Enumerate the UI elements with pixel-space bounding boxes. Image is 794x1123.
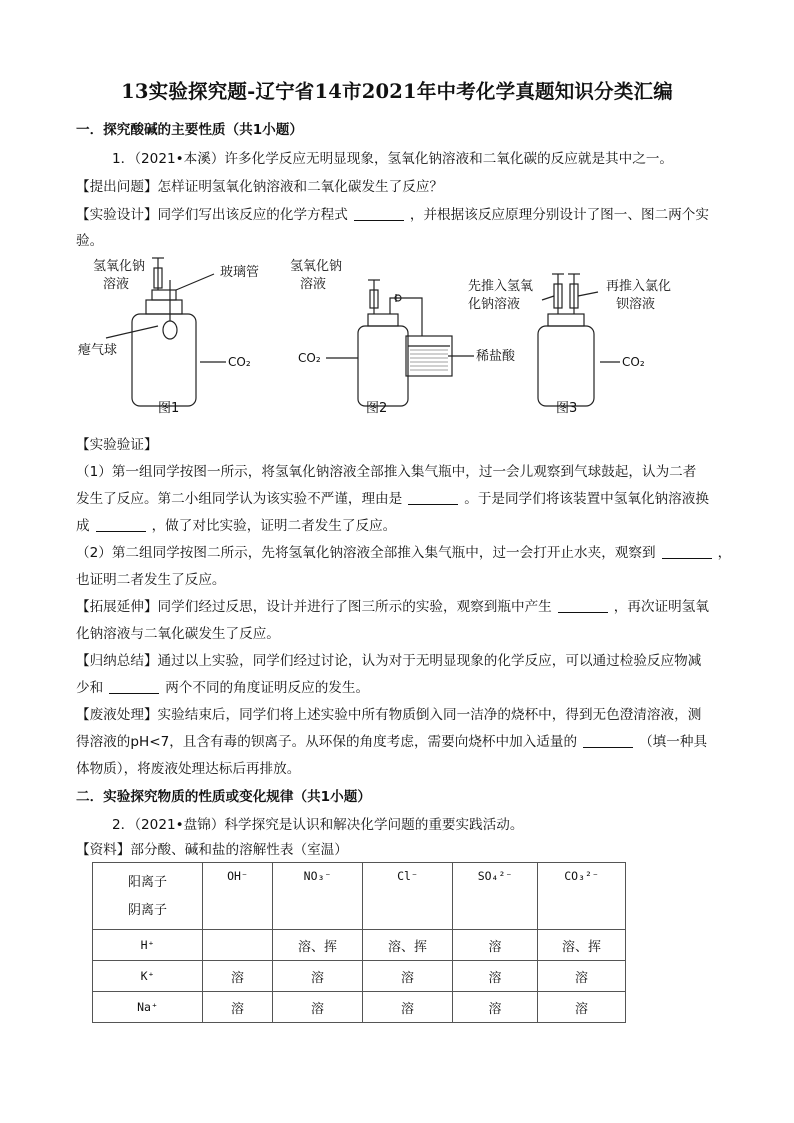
fig2-co2-label: CO₂ — [298, 351, 321, 365]
extension-line-a — [76, 595, 728, 615]
fig3-push-naoh-b: 化钠溶液 — [468, 297, 521, 312]
table-cell: 溶 — [203, 992, 273, 1023]
design-line-1 — [76, 203, 728, 223]
summary-line-a: 【归纳总结】通过以上实验，同学们经过讨论，认为对于无明显现象的化学反应，可以通过检验反应物减 — [76, 653, 702, 669]
fig3-co2-label: CO₂ — [622, 355, 645, 369]
table-cell: 溶 — [453, 961, 538, 992]
table-cell: 溶 — [538, 961, 626, 992]
answer-blank-product[interactable] — [109, 681, 159, 694]
design-line-2: 验。 — [76, 233, 104, 249]
table-cell: 溶、挥 — [273, 930, 363, 961]
verify-heading: 【实验验证】 — [76, 437, 158, 453]
summary-text-b1: 少和 — [76, 680, 104, 696]
waste-line-a: 【废液处理】实验结束后，同学们将上述实验中所有物质倒入同一洁净的烧杯中，得到无色澄清溶液，测 — [76, 707, 702, 723]
summary-line-b — [76, 676, 728, 696]
fig2-acid-label: 稀盐酸 — [476, 349, 516, 364]
table-row — [93, 961, 626, 992]
verify-2-text-a2: ， — [717, 545, 732, 561]
table-corner-cell — [93, 863, 203, 930]
waste-text-b1: 得溶液的pH<7，且含有毒的钡离子。从环保的角度考虑，需要向烧杯中加入适量的 — [76, 734, 578, 750]
design-text-b: ，并根据该反应原理分别设计了图一、图二两个实 — [409, 207, 709, 223]
solubility-table-title: 【资料】部分酸、碱和盐的溶解性表（室温） — [76, 842, 348, 858]
table-header-cell: NO₃⁻ — [273, 863, 363, 930]
fig2-beaker-liquid — [410, 350, 448, 370]
verify-1-line-a: （1）第一组同学按图一所示，将氢氧化钠溶液全部推入集气瓶中，过一会儿观察到气球鼓起，认为二者 — [76, 464, 697, 480]
fig3-caption: 图3 — [556, 401, 578, 416]
verify-1-text-b2: 。于是同学们将该装置中氢氧化钠溶液换 — [464, 491, 709, 507]
answer-blank-observation[interactable] — [662, 546, 712, 559]
verify-1-text-c2: ，做了对比实验，证明二者发生了反应。 — [151, 518, 397, 534]
extension-text-a2: ，再次证明氢氧 — [613, 599, 709, 615]
answer-blank-substitute[interactable] — [96, 519, 146, 532]
table-header-cell: OH⁻ — [203, 863, 273, 930]
summary-text-b2: 两个不同的角度证明反应的发生。 — [165, 680, 370, 696]
table-header-cell: CO₃²⁻ — [538, 863, 626, 930]
page-title: 13实验探究题-辽宁省14市2021年中考化学真题知识分类汇编 — [121, 80, 673, 103]
answer-blank-reason[interactable] — [408, 492, 458, 505]
ask-question: 【提出问题】怎样证明氢氧化钠溶液和二氧化碳发生了反应？ — [76, 179, 444, 195]
table-cell: 溶 — [273, 992, 363, 1023]
waste-line-b — [76, 730, 728, 750]
row-ion-cell: H⁺ — [93, 930, 203, 961]
experiment-figures — [76, 250, 716, 430]
fig1-naoh-label-a: 氢氧化钠 — [93, 259, 146, 274]
table-row — [93, 992, 626, 1023]
verify-2-text-a1: （2）第二组同学按图二所示，先将氢氧化钠溶液全部推入集气瓶中，过一会打开止水夹，观察到 — [76, 545, 656, 561]
question-1-intro: 1．（2021•本溪）许多化学反应无明显现象，氢氧化钠溶液和二氧化碳的反应就是其中之一。 — [112, 151, 674, 167]
extension-text-a1: 【拓展延伸】同学们经过反思，设计并进行了图三所示的实验，观察到瓶中产生 — [76, 599, 552, 615]
fig1-co2-label: CO₂ — [228, 355, 251, 369]
verify-1-line-c — [76, 514, 728, 534]
fig1-balloon-label: 瘪气球 — [78, 343, 118, 358]
section-2-heading: 二．实验探究物质的性质或变化规律（共1小题） — [76, 789, 371, 805]
row-ion-cell: K⁺ — [93, 961, 203, 992]
fig2-naoh-label-a: 氢氧化钠 — [290, 259, 343, 274]
verify-1-text-c1: 成 — [76, 518, 90, 534]
question-2-intro: 2．（2021•盘锦）科学探究是认识和解决化学问题的重要实践活动。 — [112, 817, 524, 833]
fig2-naoh-label-b: 溶液 — [300, 277, 327, 292]
fig1-naoh-label-b: 溶液 — [103, 277, 130, 292]
table-cell: 溶 — [538, 992, 626, 1023]
table-cell: 溶 — [273, 961, 363, 992]
fig2-caption: 图2 — [366, 401, 388, 416]
table-header-row — [93, 863, 626, 930]
answer-blank-precipitate[interactable] — [558, 600, 608, 613]
waste-line-c: 体物质），将废液处理达标后再排放。 — [76, 761, 301, 777]
table-cell: 溶 — [453, 930, 538, 961]
table-cell: 溶 — [363, 992, 453, 1023]
table-cell: 溶 — [363, 961, 453, 992]
row-ion-cell: Na⁺ — [93, 992, 203, 1023]
table-cell: 溶、挥 — [538, 930, 626, 961]
answer-blank-substance[interactable] — [583, 735, 633, 748]
cation-header: 阳离子 — [127, 875, 167, 890]
fig1-glass-tube-label: 玻璃管 — [220, 265, 260, 280]
fig3-push-bacl2-a: 再推入氯化 — [606, 279, 672, 294]
extension-line-b: 化钠溶液与二氧化碳发生了反应。 — [76, 626, 280, 642]
waste-text-b2: （填一种具 — [639, 734, 708, 750]
table-row — [93, 930, 626, 961]
fig3-push-bacl2-b: 钡溶液 — [616, 297, 656, 312]
verify-1-line-b — [76, 487, 728, 507]
solubility-table — [92, 862, 626, 1023]
table-cell: 溶 — [453, 992, 538, 1023]
fig3-push-naoh-a: 先推入氢氧 — [468, 279, 534, 294]
table-cell: 溶 — [203, 961, 273, 992]
table-header-cell: SO₄²⁻ — [453, 863, 538, 930]
verify-2-line-a — [76, 541, 732, 561]
section-1-heading: 一．探究酸碱的主要性质（共1小题） — [76, 122, 303, 138]
verify-2-line-b: 也证明二者发生了反应。 — [76, 572, 226, 588]
table-cell — [203, 930, 273, 961]
design-text-a: 【实验设计】同学们写出该反应的化学方程式 — [76, 207, 348, 223]
fig1-caption: 图1 — [158, 401, 180, 416]
verify-1-text-b1: 发生了反应。第二小组同学认为该实验不严谨，理由是 — [76, 491, 403, 507]
anion-header: 阴离子 — [127, 903, 167, 918]
answer-blank-equation[interactable] — [354, 208, 404, 221]
table-cell: 溶、挥 — [363, 930, 453, 961]
figure-2-apparatus — [326, 280, 474, 406]
table-header-cell: Cl⁻ — [363, 863, 453, 930]
